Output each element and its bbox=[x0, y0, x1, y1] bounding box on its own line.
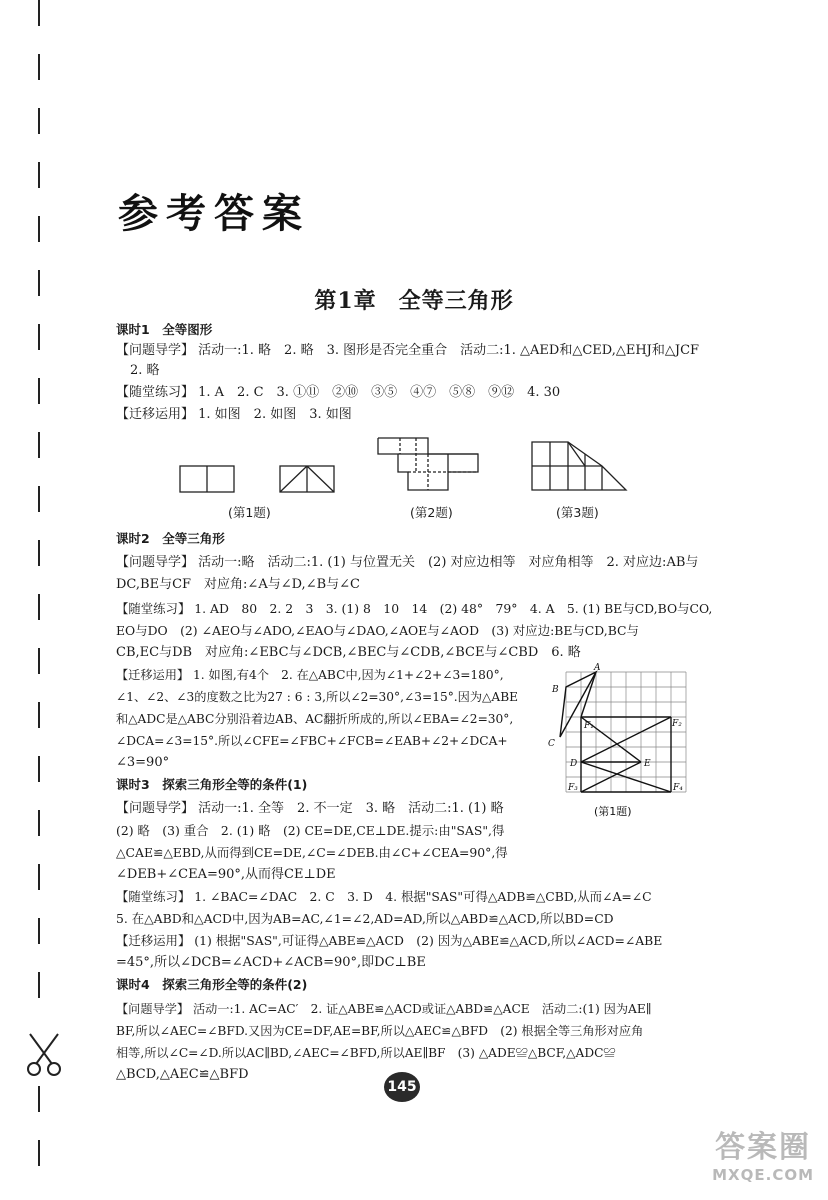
grid-label: E bbox=[644, 759, 651, 769]
answer-line: DC,BE与CF 对应角:∠A与∠D,∠B与∠C bbox=[116, 577, 360, 592]
grid-label: A bbox=[594, 663, 601, 673]
chapter-name: 全等三角形 bbox=[398, 288, 514, 314]
answer-line: △BCD,△AEC≌△BFD bbox=[116, 1067, 249, 1082]
lesson-heading: 课时3 探索三角形全等的条件(1) bbox=[116, 777, 308, 792]
answer-line: ∠3=90° bbox=[116, 755, 170, 770]
grid-label: D bbox=[570, 759, 578, 769]
answer-line: 和△ADC是△ABC分别沿着边AB、AC翻折所成的,所以∠EBA=∠2=30°, bbox=[116, 712, 514, 726]
figure-stepped-shape bbox=[378, 438, 478, 490]
figure-caption: (第3题) bbox=[556, 505, 599, 520]
answer-line: 【问题导学】 活动一:1. 略 2. 略 3. 图形是否完全重合 活动二:1. △AED和△CED,△EHJ和△JCF bbox=[116, 343, 700, 358]
grid-label: B bbox=[552, 685, 559, 695]
watermark bbox=[712, 1122, 814, 1184]
answer-line: 【问题导学】 活动一:略 活动二:1. (1) 与位置无关 (2) 对应边相等 对应角相等 2. 对应边:AB与 bbox=[116, 555, 699, 570]
grid-label: F₄ bbox=[673, 783, 683, 793]
grid-label: F₂ bbox=[672, 719, 682, 729]
watermark-text: 答案圈 bbox=[715, 1130, 812, 1165]
answer-line: 【随堂练习】 1. A 2. C 3. ①⑪ ②⑩ ③⑤ ④⑦ ⑤⑧ ⑨⑫ 4. 30 bbox=[116, 385, 561, 400]
lesson-heading: 课时2 全等三角形 bbox=[116, 531, 225, 546]
grid-figure bbox=[546, 662, 696, 822]
cut-line bbox=[38, 0, 40, 1200]
chapter-title bbox=[0, 284, 828, 315]
answer-line: ∠1、∠2、∠3的度数之比为27 : 6 : 3,所以∠2=30°,∠3=15°.因为△ABE bbox=[116, 690, 519, 704]
answer-line: 【迁移运用】 1. 如图,有4个 2. 在△ABC中,因为∠1+∠2+∠3=180°, bbox=[116, 668, 504, 682]
grid-label: F₁ bbox=[584, 721, 594, 731]
answer-line: 【随堂练习】 1. AD 80 2. 2 3 3. (1) 8 10 14 (2) 48° 79° 4. A 5. (1) BE与CD,BO与CO, bbox=[116, 601, 713, 616]
figure-rect-triangle bbox=[280, 466, 334, 492]
watermark-url: MXQE.COM bbox=[712, 1166, 814, 1184]
answer-line: 【随堂练习】 1. ∠BAC=∠DAC 2. C 3. D 4. 根据"SAS"可得△ADB≌△CBD,从而∠A=∠C bbox=[116, 889, 652, 904]
answer-line: 5. 在△ABD和△ACD中,因为AB=AC,∠1=∠2,AD=AD,所以△ABD≌△ACD,所以BD=CD bbox=[116, 911, 614, 926]
lesson-heading: 课时1 全等图形 bbox=[116, 322, 213, 337]
grid-label: C bbox=[548, 739, 555, 749]
page-number: 145 bbox=[384, 1072, 420, 1102]
scissors-icon bbox=[24, 1030, 64, 1078]
chapter-number: 第1章 bbox=[314, 288, 377, 314]
answer-line: ∠DCA=∠3=15°.所以∠CFE=∠FBC+∠FCB=∠EAB+∠2+∠DCA+ bbox=[116, 734, 508, 748]
answer-line: EO与DO (2) ∠AEO与∠ADO,∠EAO与∠DAO,∠AOE与∠AOD (3) 对应边:BE与CD,BC与 bbox=[116, 623, 639, 638]
answer-line: 2. 略 bbox=[130, 363, 160, 378]
answer-line: △CAE≌△EBD,从而得到CE=DE,∠C=∠DEB.由∠C+∠CEA=90°,得 bbox=[116, 845, 508, 860]
figure-caption: (第2题) bbox=[410, 505, 453, 520]
answer-line: ∠DEB+∠CEA=90°,从而得CE⊥DE bbox=[116, 867, 336, 882]
answer-line: 相等,所以∠C=∠D.所以AC∥BD,∠AEC=∠BFD,所以AE∥BF (3) △ADE≌△BCF,△ADC≌ bbox=[116, 1046, 616, 1060]
figure-caption: (第1题) bbox=[594, 805, 632, 818]
lesson-heading: 课时4 探索三角形全等的条件(2) bbox=[116, 977, 308, 992]
answer-line: (2) 略 (3) 重合 2. (1) 略 (2) CE=DE,CE⊥DE.提示:由"SAS",得 bbox=[116, 823, 505, 838]
answer-line: 【迁移运用】 (1) 根据"SAS",可证得△ABE≌△ACD (2) 因为△ABE≌△ACD,所以∠ACD=∠ABE bbox=[116, 933, 663, 948]
grid-label: F₃ bbox=[568, 783, 578, 793]
figure-trapezoid-grid bbox=[532, 442, 626, 490]
figure-caption: (第1题) bbox=[228, 505, 271, 520]
answer-line: BF,所以∠AEC=∠BFD.又因为CE=DF,AE=BF,所以△AEC≌△BFD (2) 根据全等三角形对应角 bbox=[116, 1024, 644, 1038]
answer-line: =45°,所以∠DCB=∠ACD+∠ACB=90°,即DC⊥BE bbox=[116, 955, 426, 970]
figure-square-split bbox=[180, 466, 234, 492]
answer-line: 【问题导学】 活动一:1. 全等 2. 不一定 3. 略 活动二:1. (1) 略 bbox=[116, 801, 504, 816]
answer-line: CB,EC与DB 对应角:∠EBC与∠DCB,∠BEC与∠CDB,∠BCE与∠CBD 6. 略 bbox=[116, 645, 581, 660]
answer-line: 【问题导学】 活动一:1. AC=AC′ 2. 证△ABE≌△ACD或证△ABD≌△ACE 活动二:(1) 因为AE∥ bbox=[116, 1002, 652, 1016]
page-title: 参考答案 bbox=[118, 191, 310, 237]
answer-line: 【迁移运用】 1. 如图 2. 如图 3. 如图 bbox=[116, 407, 352, 422]
